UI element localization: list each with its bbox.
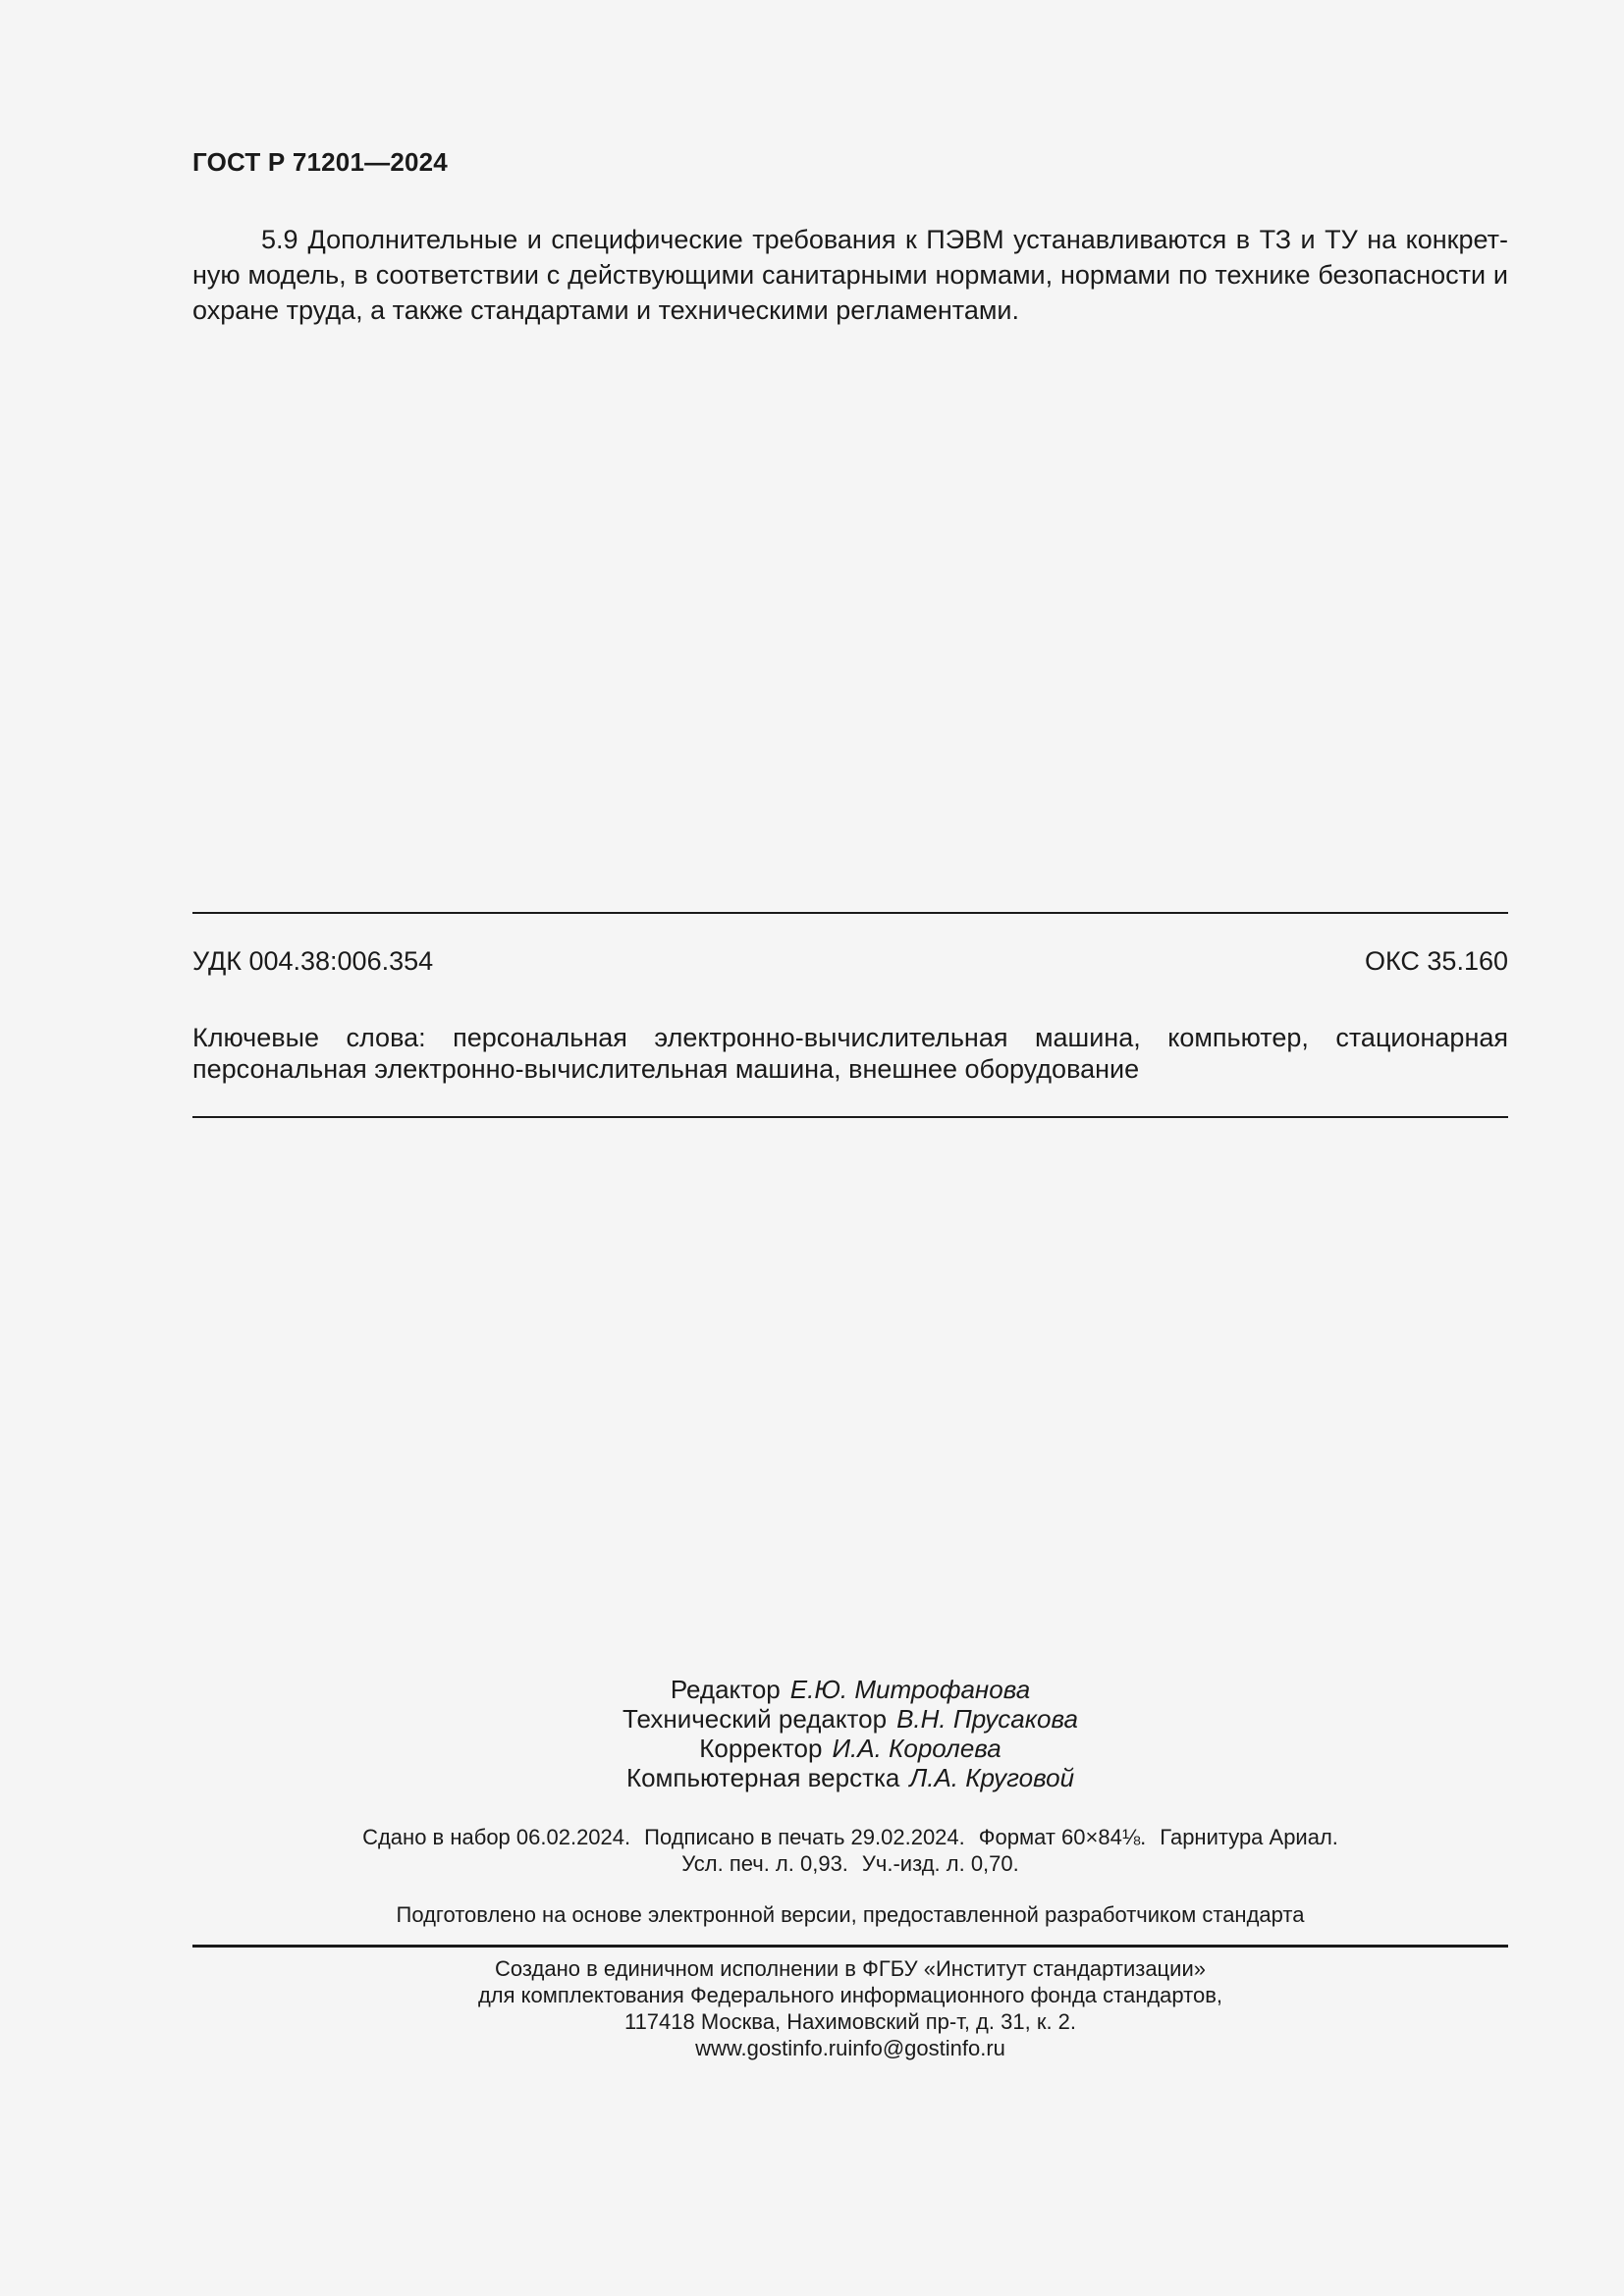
oks-code: ОКС 35.160 — [1364, 946, 1508, 976]
credit-row — [192, 1704, 1508, 1734]
keywords-block — [192, 1022, 1508, 1085]
imprint-format: Формат 60×84⅛. — [978, 1825, 1147, 1849]
imprint-row-2 — [192, 1850, 1508, 1877]
keywords-line-2: персональная электронно-вычислительная машина, внешнее оборудование — [192, 1054, 1140, 1084]
credits-block — [192, 1675, 1508, 1792]
website-link[interactable]: www.gostinfo.ru — [695, 2036, 848, 2060]
imprint-edition-sheets: Уч.-изд. л. 0,70. — [861, 1851, 1019, 1876]
credit-role: Технический редактор — [623, 1704, 888, 1734]
credit-row — [192, 1734, 1508, 1763]
publisher-line-1: Создано в единичном исполнении в ФГБУ «Институт стандартизации» — [495, 1956, 1206, 1981]
imprint-typeset: Сдано в набор 06.02.2024. — [362, 1825, 631, 1849]
prepared-note: Подготовлено на основе электронной версии, предоставленной разработчиком стандарта — [396, 1902, 1305, 1927]
publisher-block — [192, 1955, 1508, 2061]
keywords-line-1: Ключевые слова: персональная электронно-вычислительная машина, компьютер, стационарная — [192, 1023, 1508, 1052]
email-link[interactable]: info@gostinfo.ru — [847, 2036, 1005, 2060]
divider-top — [192, 912, 1508, 914]
imprint-font: Гарнитура Ариал. — [1160, 1825, 1338, 1849]
imprint-print-sheets: Усл. печ. л. 0,93. — [681, 1851, 848, 1876]
credit-name: И.А. Королева — [832, 1734, 1001, 1763]
udk-code: УДК 004.38:006.354 — [192, 946, 434, 976]
publisher-line-2: для комплектования Федерального информационного фонда стандартов, — [477, 1983, 1223, 2007]
credit-role: Редактор — [670, 1675, 781, 1704]
credit-role: Корректор — [699, 1734, 823, 1763]
imprint-row-1 — [192, 1824, 1508, 1850]
publisher-contacts — [192, 2035, 1508, 2061]
divider-middle — [192, 1116, 1508, 1118]
credit-row — [192, 1763, 1508, 1792]
credit-name: Л.А. Круговой — [909, 1763, 1075, 1792]
clause-text: Дополнительные и специфические требования к ПЭВМ устанавливаются в ТЗ и ТУ на конкрет- ную модель, в соответствии с действующими санитарными нормами, нормами по технике безопасности и охране труда, а также стандартами и техническими регламентами. — [192, 225, 1508, 325]
standard-code: ГОСТ Р 71201—2024 — [192, 147, 448, 177]
credit-name: В.Н. Прусакова — [896, 1704, 1078, 1734]
imprint-signed: Подписано в печать 29.02.2024. — [644, 1825, 965, 1849]
imprint-block — [192, 1824, 1508, 1877]
clause-5-9 — [192, 222, 1508, 328]
credit-role: Компьютерная верстка — [625, 1763, 900, 1792]
publisher-line-3: 117418 Москва, Нахимовский пр-т, д. 31, к. 2. — [623, 2009, 1077, 2034]
credit-row — [192, 1675, 1508, 1704]
divider-bottom — [192, 1945, 1508, 1948]
credit-name: Е.Ю. Митрофанова — [789, 1675, 1031, 1704]
clause-number: 5.9 — [261, 225, 298, 254]
